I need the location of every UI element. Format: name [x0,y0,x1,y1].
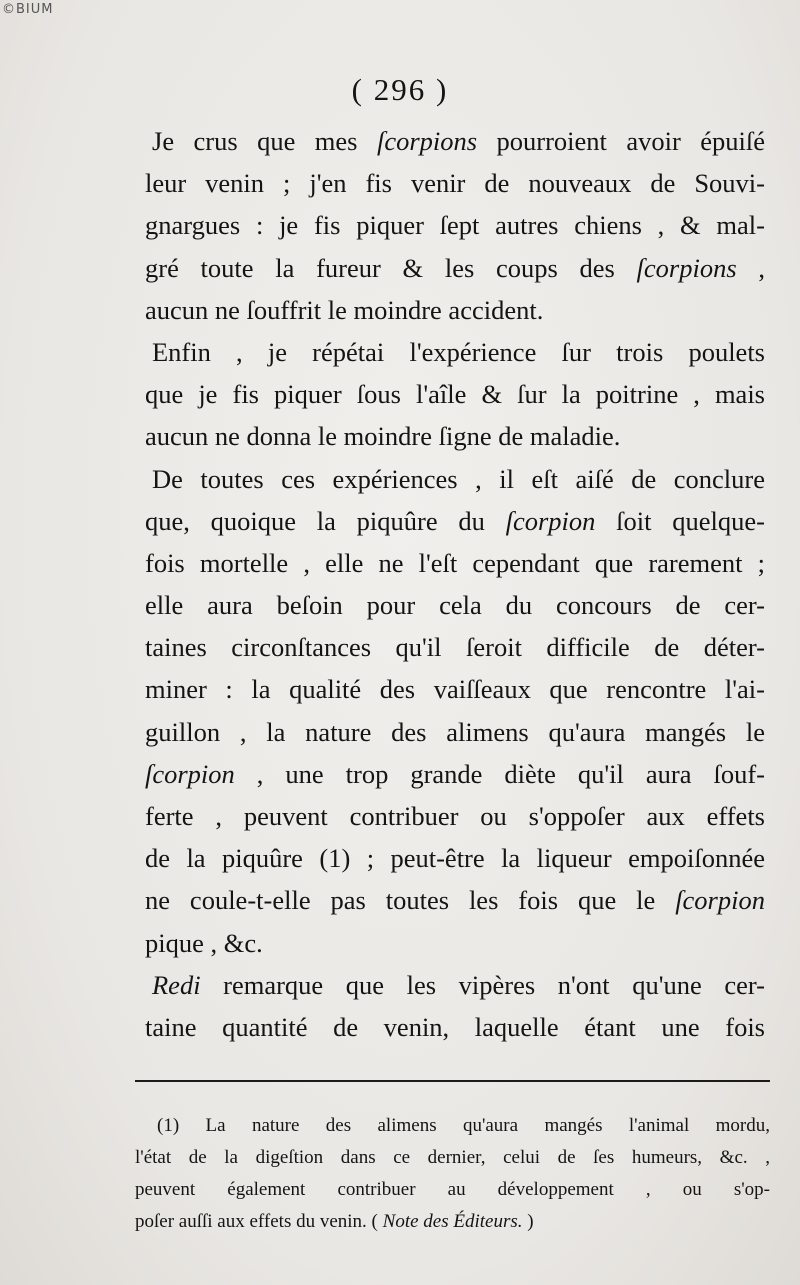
text-line [145,247,765,289]
text-line [145,500,765,542]
footnote-line [135,1174,770,1206]
text-run: remarque que les vipères n'ont qu'une cer- [200,969,765,1000]
text-run: que, quoique la piquûre du [145,505,506,536]
text-run: pique , &c. [145,927,263,958]
italic-run: ſcorpions [376,126,478,156]
text-run: peuvent également contribuer au développement , ou s'op- [135,1179,770,1200]
text-line [145,373,765,415]
italic-run: ſcorpion [675,885,765,916]
text-line [145,458,765,500]
text-line [145,584,765,626]
text-run: De toutes ces expériences , il eſt aiſé de conclure [152,463,765,494]
text-line [145,542,765,584]
text-run: guillon , la nature des alimens qu'aura mangés le [145,716,765,747]
italic-run: ſcorpion [145,758,235,789]
text-run: , une trop grande diète qu'il aura ſouf- [234,758,765,789]
text-run: , [736,252,766,283]
footnote-divider [135,1080,770,1082]
text-line [145,753,765,795]
text-line [145,289,765,331]
text-run: l'état de la digeſtion dans ce dernier, celui de ſes humeurs, &c. , [135,1147,770,1168]
text-line [145,120,765,162]
text-run: que je fis piquer ſous l'aîle & ſur la poitrine , mais [145,379,765,410]
text-line [145,331,765,373]
library-watermark: ©BIUM [2,2,54,17]
text-run: (1) La nature des alimens qu'aura mangés l'animal mordu, [157,1115,770,1136]
text-run: ferte , peuvent contribuer ou s'oppoſer aux effets [145,801,765,831]
text-run: Enfin , je répétai l'expérience ſur trois poulets [152,336,765,367]
paragraph [145,331,765,458]
text-run: aucun ne ſouffrit le moindre accident. [145,294,544,325]
text-line [145,837,765,879]
footnote-line [135,1206,770,1238]
paragraph [145,964,765,1048]
text-run: leur venin ; j'en fis venir de nouveaux de Souvi- [145,168,765,199]
text-run: gré toute la fureur & les coups des [145,252,637,283]
italic-run: ſcorpions [636,252,737,283]
text-line [145,795,765,837]
footnote [135,1110,770,1238]
italic-run: Note des Éditeurs. [382,1211,523,1232]
text-line [145,415,765,457]
italic-run: ſcorpion [505,505,596,536]
text-run: elle aura beſoin pour cela du concours de cer- [145,590,765,621]
text-line [145,711,765,753]
text-line [145,668,765,710]
paragraph [145,458,765,964]
text-line [145,162,765,204]
text-line [145,879,765,921]
page-number: ( 296 ) [351,72,449,107]
paragraph [145,120,765,331]
text-run: de la piquûre (1) ; peut-être la liqueur empoiſonnée [145,843,765,874]
text-line [145,922,765,964]
text-run: miner : la qualité des vaiſſeaux que rencontre l'ai- [145,674,765,705]
text-run: aucun ne donna le moindre ſigne de maladie. [145,421,621,452]
text-line [145,964,765,1006]
text-line [145,204,765,246]
footnote-line [135,1142,770,1174]
italic-run: Redi [152,969,201,1000]
text-run: gnargues : je fis piquer ſept autres chiens , & mal- [145,210,765,241]
text-run: ſoit quelque- [595,505,765,536]
text-run: pourroient avoir épuiſé [477,126,765,156]
footnote-line [135,1110,770,1142]
text-run: taine quantité de venin, laquelle étant une fois [145,1011,765,1042]
text-run: fois mortelle , elle ne l'eſt cependant que rarement ; [145,547,765,578]
text-run: Je crus que mes [152,126,377,156]
text-run: poſer auſſi aux effets du venin. ( [135,1211,383,1232]
body-text [145,120,765,1048]
text-run: taines circonſtances qu'il ſeroit difficile de déter- [145,632,765,663]
text-line [145,1006,765,1048]
text-line [145,626,765,668]
text-run: ) [522,1211,534,1232]
text-run: ne coule-t-elle pas toutes les fois que le [145,885,676,916]
